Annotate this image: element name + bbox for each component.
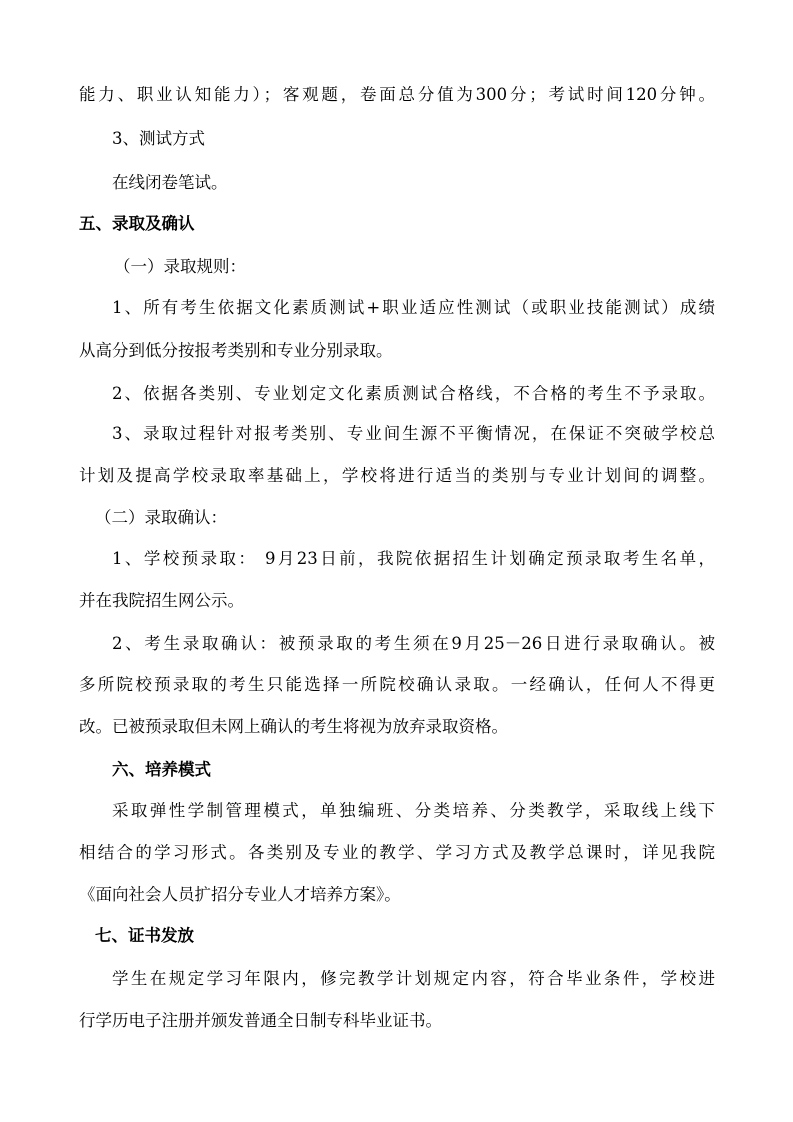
text-line: 多所院校预录取的考生只能选择一所院校确认录取。一经确认，任何人不得更: [79, 675, 715, 694]
subsection-heading: （一）录取规则：: [114, 257, 246, 276]
text-line: 在线闭卷笔试。: [112, 173, 228, 192]
text-line: 行学历电子注册并颁发普通全日制专科毕业证书。: [79, 1011, 442, 1030]
text-line: 1、学校预录取： 9月23日前，我院依据招生计划确定预录取考生名单，: [112, 549, 715, 568]
text-line: 能力、职业认知能力）；客观题，卷面总分值为300分；考试时间120分钟。: [79, 85, 715, 104]
text-line: 从高分到低分按报考类别和专业分别录取。: [79, 341, 393, 360]
text-line: 相结合的学习形式。各类别及专业的教学、学习方式及教学总课时，详见我院: [79, 843, 715, 862]
text-line: 1、所有考生依据文化素质测试+职业适应性测试（或职业技能测试）成绩: [112, 298, 715, 317]
text-line: 学生在规定学习年限内，修完教学计划规定内容，符合毕业条件，学校进: [112, 969, 715, 988]
section-heading: 五、录取及确认: [79, 214, 195, 233]
text-line: 并在我院招生网公示。: [79, 591, 244, 610]
text-line: 《面向社会人员扩招分专业人才培养方案》。: [79, 885, 401, 904]
text-line: 2、依据各类别、专业划定文化素质测试合格线，不合格的考生不予录取。: [112, 384, 715, 403]
text-line: 3、录取过程针对报考类别、专业间生源不平衡情况，在保证不突破学校总: [112, 424, 715, 443]
subsection-heading: （二）录取确认：: [95, 508, 227, 527]
text-line: 采取弹性学制管理模式，单独编班、分类培养、分类教学，采取线上线下: [112, 801, 715, 820]
section-heading: 七、证书发放: [95, 926, 194, 945]
text-line: 3、测试方式: [112, 129, 205, 148]
text-line: 改。已被预录取但未网上确认的考生将视为放弃录取资格。: [79, 717, 508, 736]
section-heading: 六、培养模式: [112, 760, 211, 779]
text-line: 计划及提高学校录取率基础上，学校将进行适当的类别与专业计划间的调整。: [79, 466, 715, 485]
text-line: 2、考生录取确认：被预录取的考生须在9月25－26日进行录取确认。被: [112, 634, 715, 653]
